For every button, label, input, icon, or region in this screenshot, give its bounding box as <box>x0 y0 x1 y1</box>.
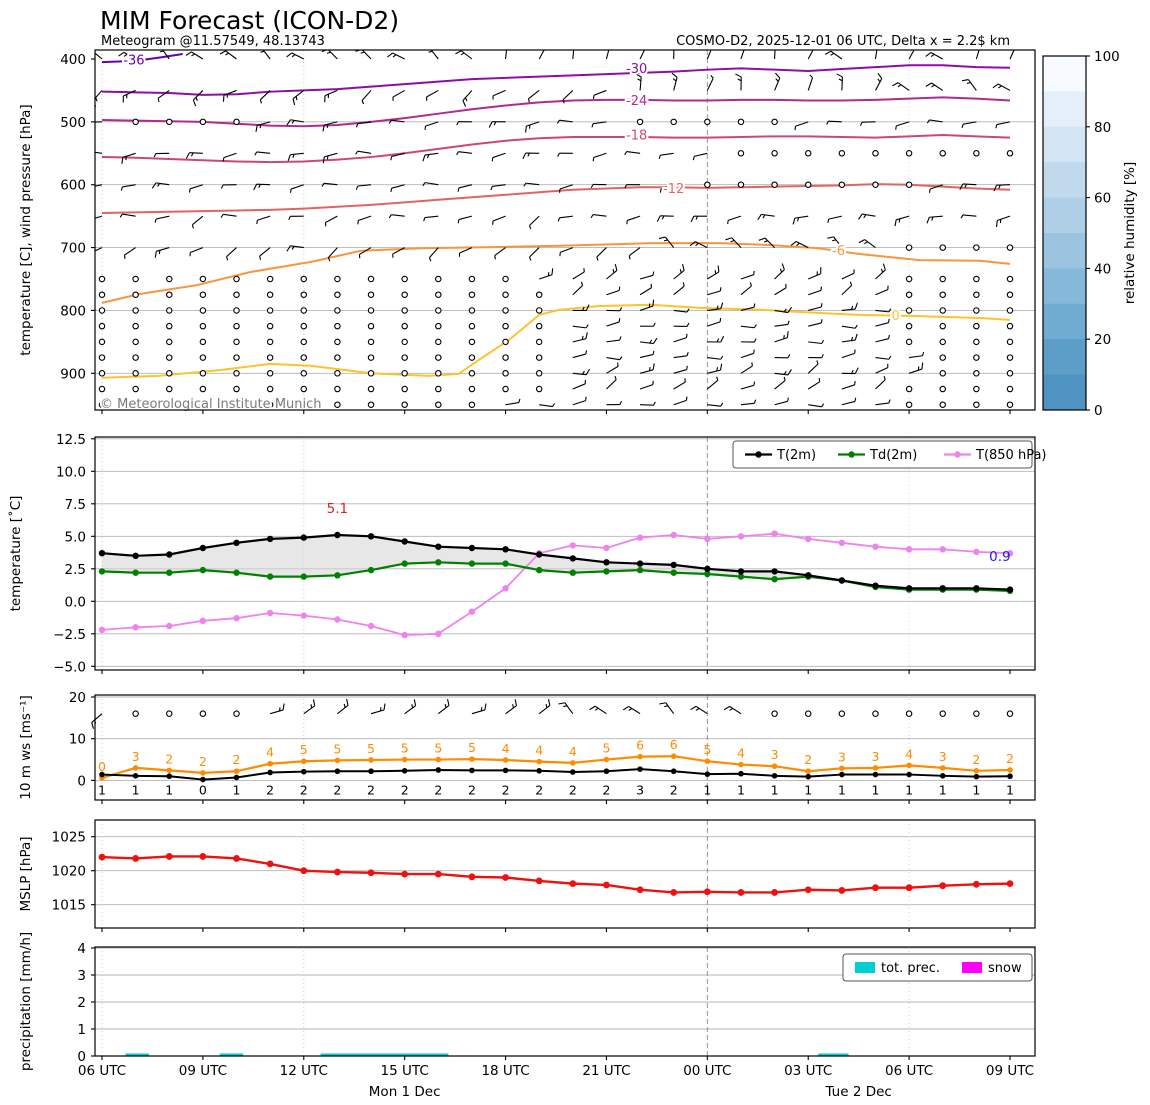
gust-value-label: 5 <box>367 740 376 756</box>
colorbar-tick: 100 <box>1094 49 1120 65</box>
wind-value-label: 2 <box>535 782 544 798</box>
wind-value-label: 3 <box>636 782 645 798</box>
colorbar-tick: 80 <box>1094 119 1112 136</box>
page-subtitle: Meteogram @11.57549, 48.13743 <box>101 34 325 49</box>
wind-value-label: 2 <box>434 782 443 798</box>
gust-value-label: 2 <box>804 752 813 768</box>
wind-value-label: 2 <box>333 782 342 798</box>
wind-value-label: 1 <box>972 782 981 798</box>
p4-ylabel: MSLP [hPa] <box>18 836 34 912</box>
gust-value-label: 5 <box>299 742 308 758</box>
humidity-colorbar <box>1043 49 1138 419</box>
gust-value-label: 4 <box>905 746 914 762</box>
svg-text:10.0: 10.0 <box>55 464 86 481</box>
gust-value-label: 2 <box>198 753 207 769</box>
p2-ylabel: temperature [˚C] <box>8 495 24 612</box>
legend-item-label: T(2m) <box>777 448 817 463</box>
x-tick-label: 09 UTC <box>178 1063 228 1079</box>
wind-value-label: 1 <box>871 782 880 798</box>
p5-ylabel: precipitation [mm/h] <box>18 931 34 1072</box>
gust-value-label: 4 <box>736 745 745 761</box>
gust-value-label: 3 <box>837 749 846 765</box>
gust-value-label: 5 <box>333 741 342 757</box>
wind-value-label: 1 <box>804 782 813 798</box>
p1-ytick: 400 <box>60 52 86 68</box>
contour-label: -30 <box>626 61 648 77</box>
svg-text:2.5: 2.5 <box>64 561 86 578</box>
x-tick-label: 09 UTC <box>985 1063 1035 1079</box>
time-axis <box>78 1063 1034 1100</box>
svg-text:0.0: 0.0 <box>64 594 86 611</box>
gust-value-label: 2 <box>972 751 981 767</box>
p1-ytick: 900 <box>60 366 86 383</box>
pressure-panel <box>18 42 1035 414</box>
wind-value-label: 2 <box>266 782 275 798</box>
gust-value-label: 0 <box>98 758 106 774</box>
svg-text:0: 0 <box>77 773 86 790</box>
colorbar-tick: 60 <box>1094 190 1112 207</box>
wind-value-label: 2 <box>568 782 577 798</box>
gust-value-label: 2 <box>1006 750 1014 766</box>
wind-barb-field <box>86 42 1016 408</box>
gust-value-label: 6 <box>636 737 645 753</box>
wind-value-label: 1 <box>232 782 241 798</box>
gust-value-label: 2 <box>165 751 174 767</box>
p1-ytick: 500 <box>60 114 86 131</box>
wind-value-label: 0 <box>198 782 207 798</box>
svg-text:3: 3 <box>77 968 86 984</box>
x-tick-label: 18 UTC <box>481 1063 530 1079</box>
wind-value-label: 2 <box>467 782 476 798</box>
wind-value-label: 1 <box>98 782 106 798</box>
wind-value-label: 2 <box>501 782 510 798</box>
mslp-panel-frame <box>95 820 1035 928</box>
svg-text:0: 0 <box>77 1049 86 1065</box>
day-label: Tue 2 Dec <box>825 1084 892 1100</box>
value-annotation: 0.9 <box>989 549 1011 565</box>
gust-value-label: 5 <box>434 740 443 756</box>
svg-text:12.5: 12.5 <box>55 431 86 448</box>
model-run-info: COSMO-D2, 2025-12-01 06 UTC, Delta x = 2.2$ km <box>676 34 1010 49</box>
wind-value-label: 1 <box>703 782 712 798</box>
wind-value-label: 1 <box>165 782 174 798</box>
gust-value-label: 3 <box>871 748 880 764</box>
contour-label: -36 <box>123 53 145 69</box>
day-label: Mon 1 Dec <box>368 1084 441 1100</box>
page-title: MIM Forecast (ICON-D2) <box>100 6 400 35</box>
contour-label: -18 <box>626 128 648 144</box>
gust-value-label: 2 <box>232 752 241 768</box>
legend-item-label: tot. prec. <box>881 961 941 976</box>
gust-value-label: 4 <box>568 743 577 759</box>
gust-value-label: 3 <box>938 748 947 764</box>
x-tick-label: 21 UTC <box>582 1063 631 1079</box>
colorbar-label: relative humidity [%] <box>1122 161 1138 305</box>
wind-value-label: 2 <box>400 782 409 798</box>
p1-ytick: 800 <box>60 303 86 320</box>
wind-value-label: 2 <box>602 782 611 798</box>
x-tick-label: 12 UTC <box>279 1063 328 1079</box>
svg-text:1025: 1025 <box>51 829 86 846</box>
copyright-note: © Meteorological Institute Munich <box>100 397 322 412</box>
p1-ylabel: temperature [C], wind pressure [hPa] <box>18 104 34 356</box>
colorbar-tick: 20 <box>1094 332 1112 349</box>
wind-value-label: 1 <box>837 782 846 798</box>
gust-value-label: 5 <box>703 742 712 758</box>
wind-value-label: 2 <box>669 782 678 798</box>
gust-value-label: 4 <box>266 744 275 760</box>
p3-ylabel: 10 m ws [ms⁻¹] <box>18 695 34 800</box>
svg-text:1015: 1015 <box>51 897 86 914</box>
legend-item-label: T(850 hPa) <box>976 448 1047 463</box>
p1-ytick: 600 <box>60 177 86 194</box>
x-tick-label: 06 UTC <box>77 1063 127 1079</box>
svg-text:−5.0: −5.0 <box>53 659 86 676</box>
value-annotation: 5.1 <box>326 500 349 517</box>
x-tick-label: 00 UTC <box>683 1063 732 1079</box>
wind-value-label: 2 <box>299 782 308 798</box>
svg-text:10: 10 <box>68 731 86 748</box>
gust-value-label: 5 <box>602 740 611 756</box>
wind-value-label: 1 <box>938 782 947 798</box>
colorbar-tick: 0 <box>1094 403 1103 419</box>
contour-label: 0 <box>891 308 900 324</box>
svg-text:2: 2 <box>77 995 86 1011</box>
precip-panel <box>18 932 1035 1071</box>
wind-value-label: 1 <box>1006 782 1014 798</box>
contour-label: -12 <box>663 181 685 197</box>
wind-value-label: 1 <box>131 782 140 798</box>
contour-label: -24 <box>626 93 648 109</box>
legend-item-label: snow <box>988 961 1022 976</box>
gust-value-label: 5 <box>400 740 409 756</box>
svg-text:−2.5: −2.5 <box>53 626 86 643</box>
svg-text:20: 20 <box>68 690 86 706</box>
precip-legend <box>843 954 1032 981</box>
temperature-panel <box>7 432 1047 676</box>
wind-value-label: 1 <box>770 782 779 798</box>
gust-value-label: 3 <box>770 747 779 763</box>
contour-label: -6 <box>832 244 845 260</box>
wind-value-label: 1 <box>736 782 745 798</box>
wind-value-label: 2 <box>367 782 376 798</box>
gust-value-label: 6 <box>669 737 678 753</box>
svg-text:5.0: 5.0 <box>64 529 86 546</box>
x-tick-label: 15 UTC <box>380 1063 429 1079</box>
wind-panel <box>18 690 1035 804</box>
svg-text:1: 1 <box>77 1022 86 1038</box>
svg-text:1020: 1020 <box>51 863 86 880</box>
svg-text:7.5: 7.5 <box>64 496 86 513</box>
svg-text:4: 4 <box>77 941 86 957</box>
gust-value-label: 5 <box>467 740 476 756</box>
gust-value-label: 4 <box>501 740 510 756</box>
gust-value-label: 3 <box>131 748 140 764</box>
mslp-panel <box>18 820 1035 932</box>
x-tick-label: 03 UTC <box>784 1063 833 1079</box>
colorbar-tick: 40 <box>1094 261 1112 278</box>
temperature-legend <box>733 441 1047 468</box>
gust-value-label: 4 <box>535 742 544 758</box>
p1-ytick: 700 <box>60 240 86 257</box>
wind-value-label: 1 <box>905 782 914 798</box>
legend-item-label: Td(2m) <box>870 448 918 463</box>
x-tick-label: 06 UTC <box>884 1063 934 1079</box>
